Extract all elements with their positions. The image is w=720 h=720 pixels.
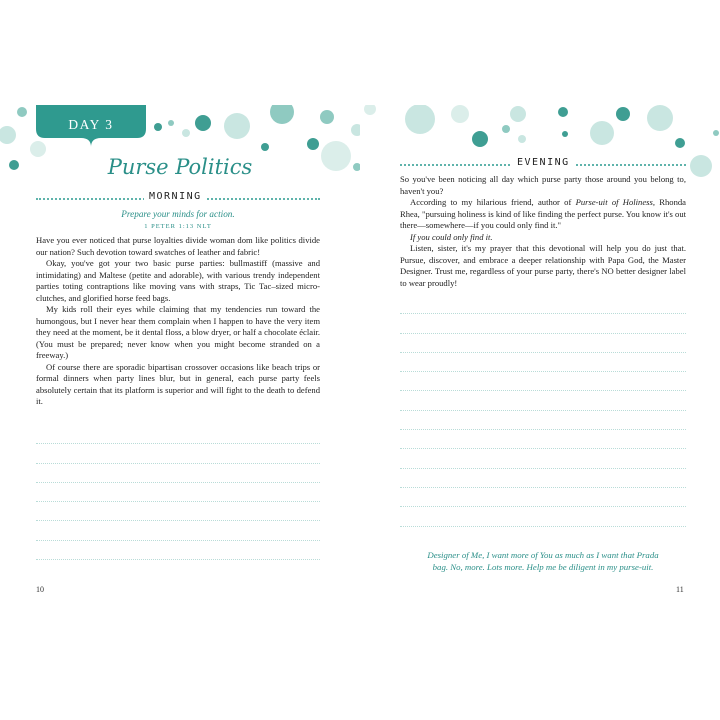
- left-page: [0, 105, 360, 600]
- journal-line: [400, 353, 686, 372]
- evening-body: [400, 174, 686, 289]
- paragraph: [400, 232, 686, 244]
- journal-line: [36, 444, 320, 463]
- paragraph: Okay, you've got your two basic purse parties: bullmastiff (massive and intimidating) and Maltese (petite and adorable), with various trendy independent parties toting contraptions like moving vans with straps, Tic Tac–sized micro-clutches, and glorified horse feed bags.: [36, 258, 320, 303]
- prayer-line: Designer of Me, I want more of You as much as I want that Prada: [427, 550, 659, 560]
- paragraph: Listen, sister, it's my prayer that this devotional will help you do just that. Pursue, discover, and embrace a deeper relationship with Papa God, the Master Designer. Trust me, regardless of your purse party, there's NO better designer label to wear proudly!: [400, 243, 686, 288]
- closing-prayer: [400, 549, 686, 573]
- paragraph: Of course there are sporadic bipartisan crossover occasions like beach trips or formal dinners when party lines blur, but in general, each purse party feels absolutely certain that its platform is superior and will fight to the death to defend it.: [36, 361, 320, 406]
- journal-lines: [400, 295, 686, 527]
- book-title: Purse-uit of Holiness: [575, 197, 653, 207]
- journal-line: [400, 449, 686, 468]
- page-title: Purse Politics: [107, 155, 253, 179]
- journal-line: [36, 502, 320, 521]
- page-number-left: 10: [36, 585, 44, 594]
- journal-line: [400, 411, 686, 430]
- emphasis-line: If you could only find it.: [410, 231, 493, 242]
- page-number-right: 11: [676, 585, 684, 594]
- paragraph: Have you ever noticed that purse loyalties divide woman dom like politics divide our nation? Such devotion toward swatches of leather and fabric!: [36, 235, 320, 257]
- journal-line: [36, 425, 320, 444]
- morning-heading: [36, 191, 320, 207]
- section-label: EVENING: [512, 157, 575, 168]
- journal-line: [36, 521, 320, 540]
- journal-line: [400, 372, 686, 391]
- journal-line: [400, 469, 686, 488]
- verse-text: Prepare your minds for action.: [121, 209, 235, 219]
- evening-heading: [400, 157, 686, 173]
- journal-line: [400, 430, 686, 449]
- journal-line: [400, 391, 686, 410]
- section-label: MORNING: [144, 191, 207, 202]
- decorative-dots: [360, 105, 720, 185]
- verse-reference: 1 PETER 1:13 NLT: [144, 223, 212, 230]
- prayer-line: bag. No, more. Lots more. Help me be diligent in my purse-uit.: [432, 562, 654, 572]
- text-span: According to my hilarious friend, author of: [410, 197, 576, 207]
- paragraph: So you've been noticing all day which purse party those around you belong to, haven't you?: [400, 174, 686, 196]
- day-label: DAY 3: [68, 117, 114, 132]
- text-span: , Rhonda Rhea, "pursuing holiness is kind of like finding the perfect purse. You know it's out there—somewhere—if you could only find it.": [400, 197, 686, 230]
- paragraph: My kids roll their eyes while claiming that my tendencies run toward the humongous, but I never hear them complain when I happen to have the very item they need at the moment, be it dental floss, a blow dryer, or half a chocolate éclair. (You must be prepared; never know when you might become stranded on a freeway.): [36, 304, 320, 360]
- journal-line: [36, 483, 320, 502]
- morning-body: [36, 235, 320, 408]
- journal-line: [400, 507, 686, 526]
- paragraph: [400, 197, 686, 232]
- journal-line: [400, 295, 686, 314]
- journal-line: [400, 334, 686, 353]
- journal-line: [400, 488, 686, 507]
- journal-lines: [36, 425, 320, 560]
- journal-line: [36, 464, 320, 483]
- journal-line: [400, 314, 686, 333]
- journal-line: [36, 541, 320, 560]
